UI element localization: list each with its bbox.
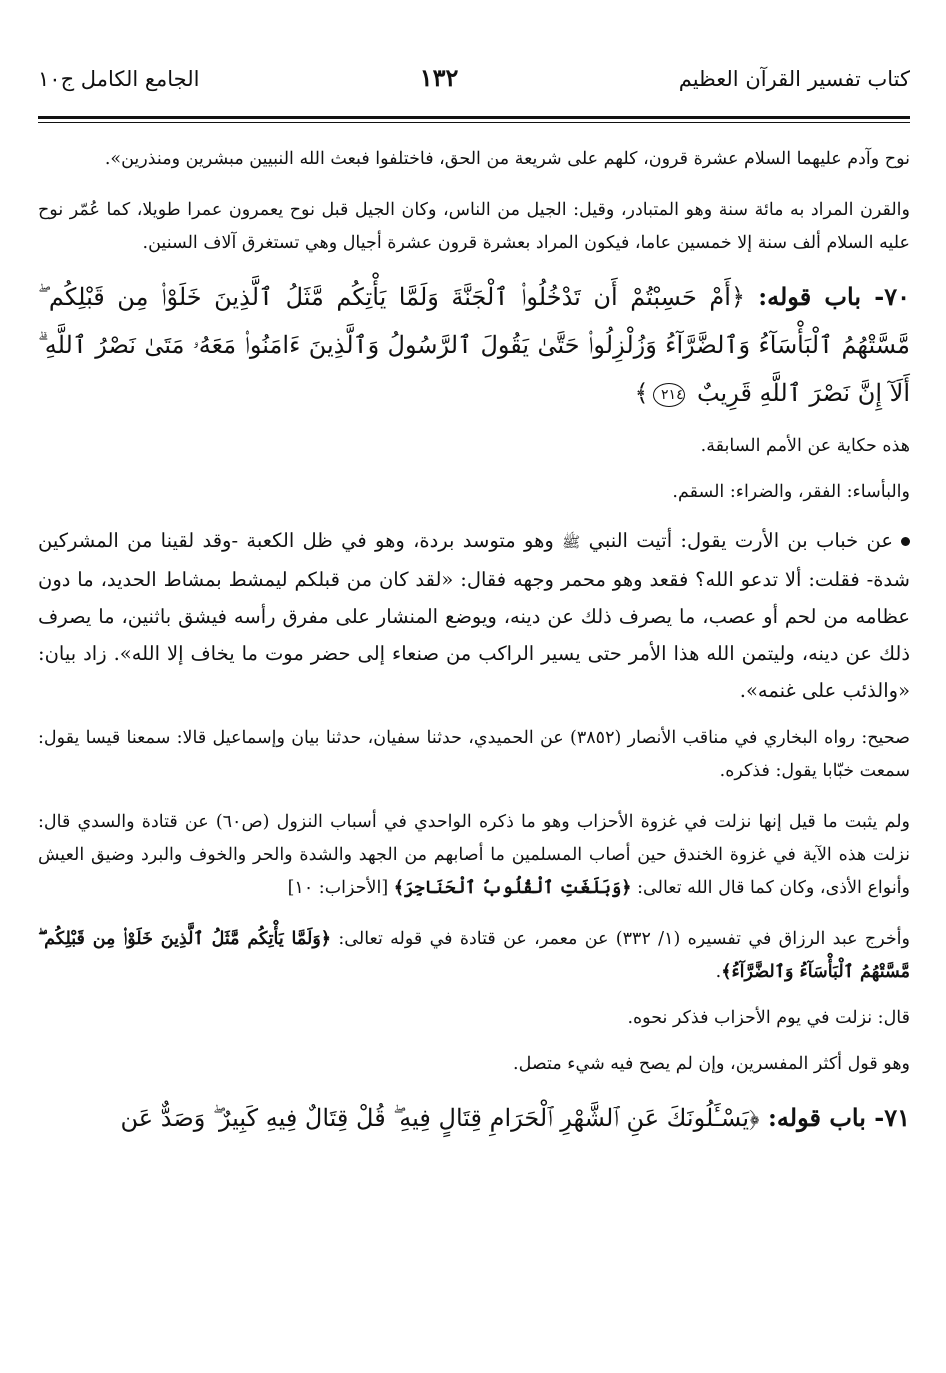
- wahidi-text: ولم يثبت ما قيل إنها نزلت في غزوة الأحزاب وهو ما ذكره الواحدي في أسباب النزول (ص٦٠) عن قتادة والسدي قال: نزلت هذه الآية في غزوة الخندق حين أصاب المسلمين ما أصابهم من الجهد والشدة والحر والخوف والبرد وضيق العيش وأنواع الأذى، وكان كما قال الله تعالى:: [38, 812, 910, 898]
- paragraph-wahidi: [38, 806, 910, 905]
- volume-title: الجامع الكامل ج١٠: [38, 67, 200, 91]
- paragraph-mufassirin: وهو قول أكثر المفسرين، وإن لم يصح فيه شيء متصل.: [513, 1054, 910, 1074]
- verse-open-bracket: ﴿: [730, 283, 746, 311]
- chapter-heading-71: [38, 1094, 910, 1142]
- quran-quote-2: ﴿وَلَمَّا يَأْتِكُم مَّثَلُ ٱلَّذِينَ خَلَوْا۟ مِن قَبْلِكُم ۖ مَّسَّتْهُمُ ٱلْبَأْسَآءُ وَٱلضَّرَّآءُ﴾: [38, 929, 910, 982]
- period: .: [715, 962, 722, 982]
- chapter-label-71: ٧١- باب قوله:: [768, 1103, 910, 1132]
- book-title: كتاب تفسير القرآن العظيم: [678, 67, 910, 91]
- paragraph-narration: هذه حكاية عن الأمم السابقة.: [700, 436, 910, 456]
- salawat-symbol: ﷺ: [562, 533, 581, 551]
- hadith-text: [38, 522, 910, 709]
- abdurrazzaq-text: وأخرج عبد الرزاق في تفسيره (١/ ٣٣٢) عن معمر، عن قتادة في قوله تعالى:: [338, 929, 910, 949]
- verse-text: أَمْ حَسِبْتُمْ أَن تَدْخُلُوا۟ ٱلْجَنَّةَ وَلَمَّا يَأْتِكُم مَّثَلُ ٱلَّذِينَ خَلَوْا۟ مِن قَبْلِكُم ۖ مَّسَّتْهُمُ ٱلْبَأْسَآءُ وَٱلضَّرَّآءُ وَزُلْزِلُوا۟ حَتَّىٰ يَقُولَ ٱلرَّسُولُ وَٱلَّذِينَ ءَامَنُوا۟ مَعَهُۥ مَتَىٰ نَصْرُ ٱللَّهِ ۗ أَلَآ إِنَّ نَصْرَ ٱللَّهِ قَرِيبٌ: [38, 283, 910, 407]
- paragraph-takhrij: صحيح: رواه البخاري في مناقب الأنصار (٣٨٥٢) عن الحميدي، حدثنا سفيان، حدثنا بيان وإسماعيل قالا: سمعنا قيسا يقول: سمعت خبّابا يقول: فذكره.: [38, 728, 910, 781]
- hadith-part-2: وهو متوسد بردة، وهو في ظل الكعبة -وقد لقينا من المشركين شدة- فقلت: ألا تدعو الله؟ فقعد وهو محمر وجهه فقال: «لقد كان من قبلكم ليمشط بمشاط الحديد، ما دون عظامه من لحم أو عصب، ما يصرف ذلك عن دينه، ويوضع المنشار على مفرق رأسه فيشق باثنين، ما يصرف ذلك عن دينه، وليتمن الله هذا الأمر حتى يسير الراكب من صنعاء إلى حضر موت ما يخاف إلا الله». زاد بيان: «والذئب على غنمه».: [38, 529, 910, 702]
- chapter-heading-70: [38, 273, 910, 417]
- paragraph-abdurrazzaq: [38, 923, 910, 989]
- book-page: [38, 60, 910, 1142]
- quran-quote: ﴿وَبَلَغَتِ ٱلْقُلُوبُ ٱلْحَنَاجِرَ﴾: [393, 878, 632, 898]
- page-header: [38, 60, 910, 100]
- paragraph-qarn: والقرن المراد به مائة سنة وهو المتبادر، وقيل: الجيل من الناس، وكان الجيل قبل نوح يعمرون عمرا طويلا، كما عُمّر نوح عليه السلام ألف سنة إلا خمسين عاما، فيكون المراد بعشرة قرون عشرة أجيال وهي تستغرق آلاف السنين.: [38, 200, 910, 253]
- header-rule-thick: [38, 116, 910, 119]
- hadith-part-1: عن خباب بن الأرت يقول: أتيت النبي: [588, 529, 894, 552]
- bullet-icon: [901, 537, 910, 546]
- page-number: ١٣٢: [419, 63, 459, 92]
- verse-text-71: ﴿يَسْـَٔلُونَكَ عَنِ ٱلشَّهْرِ ٱلْحَرَامِ قِتَالٍ فِيهِ ۖ قُلْ قِتَالٌ فِيهِ كَبِيرٌ ۖ وَصَدٌّ عَن: [120, 1104, 760, 1132]
- ayah-number-marker: ٢١٤: [653, 383, 685, 407]
- chapter-label: ٧٠- باب قوله:: [758, 282, 910, 311]
- quran-reference: [الأحزاب: ١٠]: [287, 878, 389, 898]
- verse-close-bracket: ﴾: [634, 379, 649, 407]
- header-rule-thin: [38, 122, 910, 123]
- paragraph-qala: قال: نزلت في يوم الأحزاب فذكر نحوه.: [627, 1008, 910, 1028]
- paragraph-continuation: نوح وآدم عليهما السلام عشرة قرون، كلهم على شريعة من الحق، فاختلفوا فبعث الله النبيين مبشرين ومنذرين».: [104, 149, 910, 169]
- paragraph-definitions: والبأساء: الفقر، والضراء: السقم.: [672, 482, 910, 502]
